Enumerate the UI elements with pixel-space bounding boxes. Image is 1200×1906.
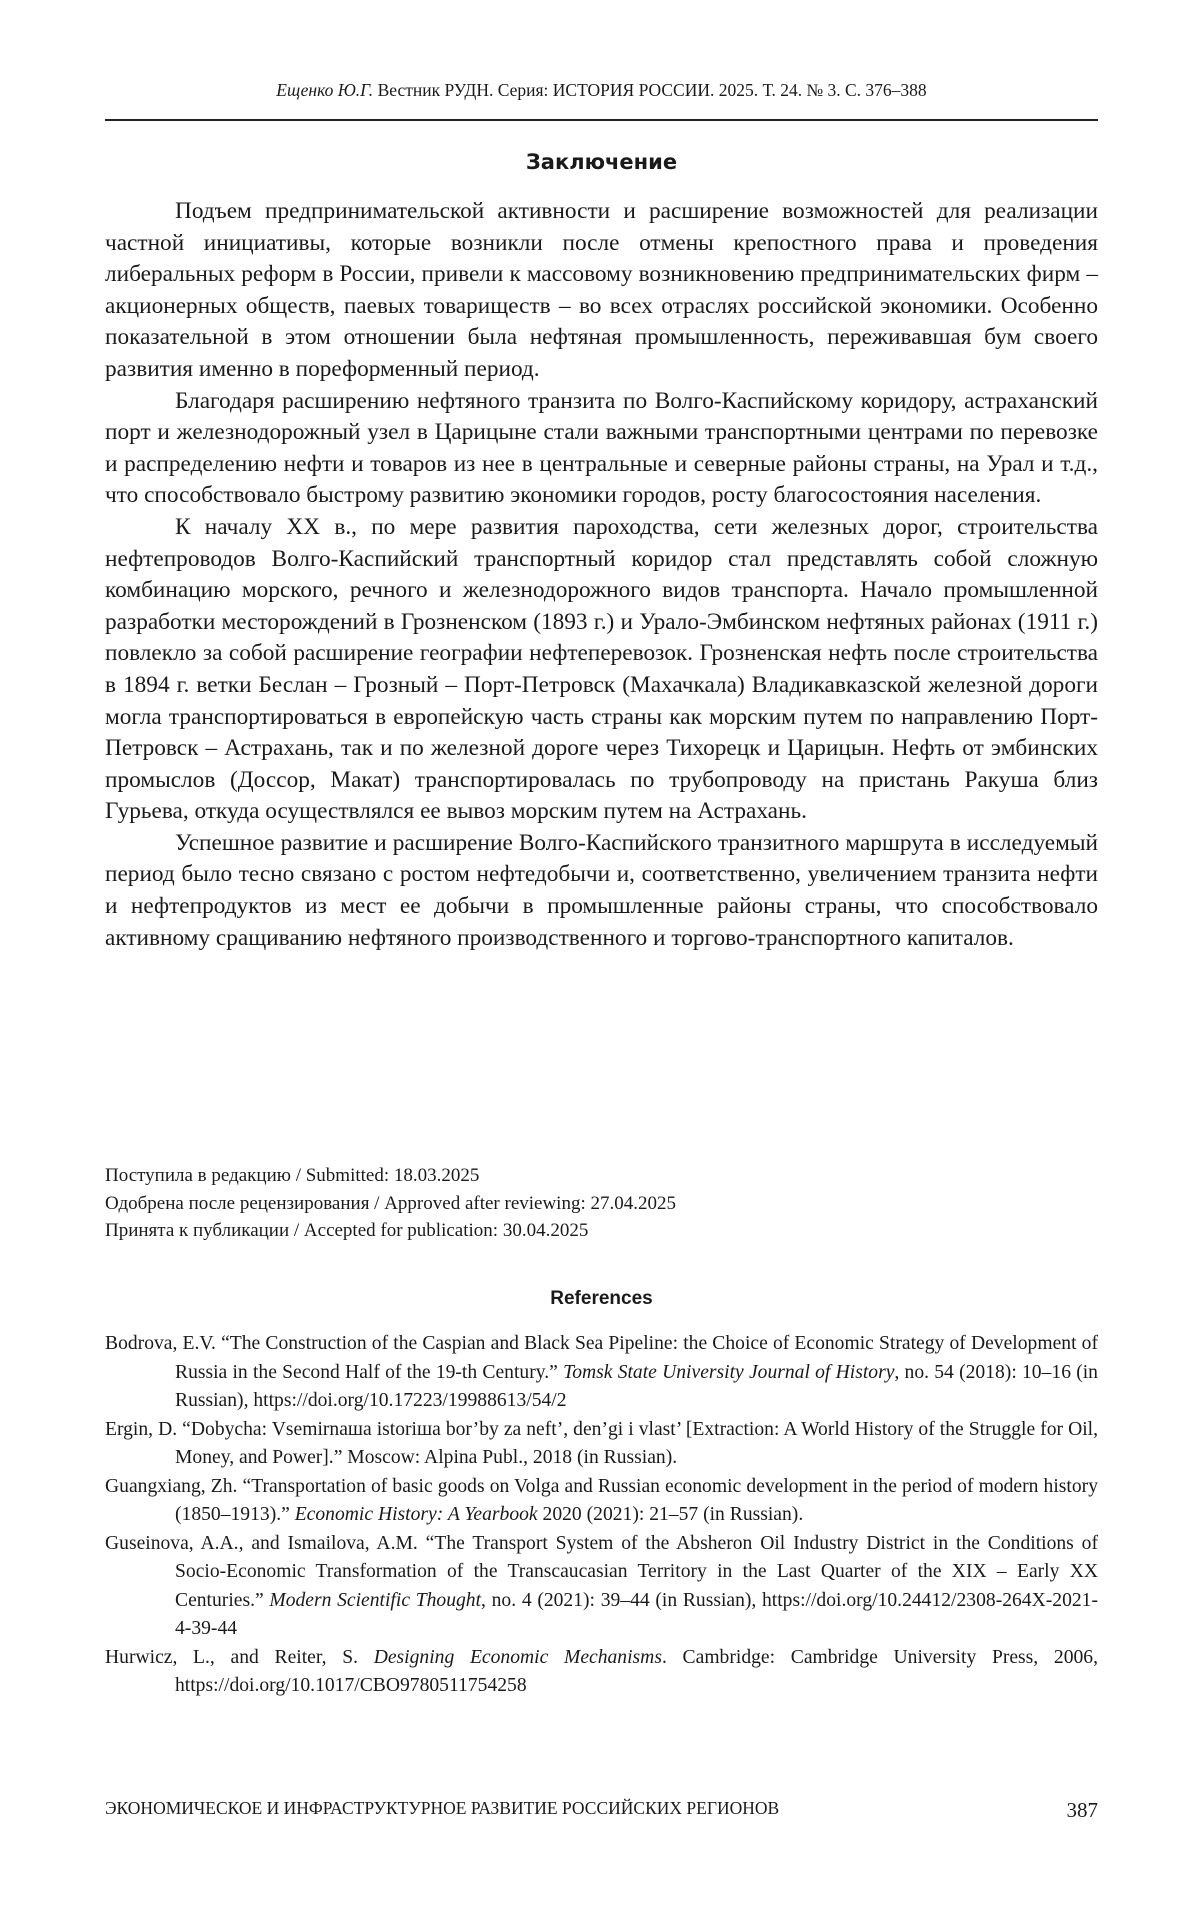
references-list — [105, 1330, 1098, 1701]
running-head-journal: Вестник РУДН. Серия: ИСТОРИЯ РОССИИ. 2025. Т. 24. № 3. С. 376–388 — [378, 80, 927, 100]
ref-details: 2020 (2021): 21–57 (in Russian). — [538, 1504, 804, 1525]
conclusion-body — [105, 196, 1098, 954]
footer-section-title: ЭКОНОМИЧЕСКОЕ И ИНФРАСТРУКТУРНОЕ РАЗВИТИЕ РОССИЙСКИХ РЕГИОНОВ — [105, 1798, 779, 1823]
ref-details: , no. 4 (2021): 39–44 (in Russian), https://doi.org/10.24412/2308-264X-2021-4-39-44 — [175, 1590, 1098, 1640]
reference-item — [105, 1416, 1098, 1473]
ref-source: Economic History: A Yearbook — [295, 1504, 538, 1525]
ref-text: Guseinova, A.A., and Ismailova, A.M. “The Transport System of the Absheron Oil Industry District in the Conditions of Socio-Economic Transformation of the Transcaucasian Territory in the Last Quarter of the XIX – Early XX Centuries.” — [105, 1533, 1098, 1611]
ref-text: Guangxiang, Zh. “Transportation of basic goods on Volga and Russian economic development in the period of modern history (1850–1913).” — [105, 1476, 1098, 1526]
running-head — [105, 80, 1098, 101]
reference-item — [105, 1644, 1098, 1701]
accepted-date: Принята к публикации / Accepted for publication: 30.04.2025 — [105, 1217, 1098, 1245]
reference-item — [105, 1330, 1098, 1416]
ref-source: Tomsk State University Journal of History — [563, 1362, 894, 1383]
ref-details: . Cambridge: Cambridge University Press, 2006, https://doi.org/10.1017/CBO9780511754258 — [175, 1647, 1098, 1697]
reference-item — [105, 1530, 1098, 1644]
paragraph: Успешное развитие и расширение Волго-Каспийского транзитного маршрута в исследуемый период было тесно связано с ростом нефтедобычи и, соответственно, увеличением транзита нефти и нефтепродуктов из мест ее добычи в промышленные районы страны, что способствовало активному сращиванию нефтяного производственного и торгово-транспортного капиталов. — [105, 828, 1098, 954]
paragraph: К началу XX в., по мере развития пароходства, сети железных дорог, строительства нефтепроводов Волго-Каспийский транспортный коридор стал представлять собой сложную комбинацию морского, речного и железнодорожного видов транспорта. Начало промышленной разработки месторождений в Грозненском (1893 г.) и Урало-Эмбинском нефтяных районах (1911 г.) повлекло за собой расширение географии нефтеперевозок. Грозненская нефть после строительства в 1894 г. ветки Беслан – Грозный – Порт-Петровск (Махачкала) Владикавказской железной дороги могла транспортироваться в европейскую часть страны как морским путем по направлению Порт-Петровск – Астрахань, так и по железной дороге через Тихорецк и Царицын. Нефть от эмбинских промыслов (Доссор, Макат) транспортировалась по трубопроводу на пристань Ракуша близ Гурьева, откуда осуществлялся ее вывоз морским путем на Астрахань. — [105, 512, 1098, 828]
ref-source: Modern Scientific Thought — [269, 1590, 481, 1611]
article-dates — [105, 1162, 1098, 1245]
paragraph: Благодаря расширению нефтяного транзита по Волго-Каспийскому коридору, астраханский порт и железнодорожный узел в Царицыне стали важными транспортными центрами по перевозке и распределению нефти и товаров из нее в центральные и северные районы страны, на Урал и т.д., что способствовало быстрому развитию экономики городов, росту благосостояния населения. — [105, 386, 1098, 512]
ref-details: , no. 54 (2018): 10–16 (in Russian), https://doi.org/10.17223/19988613/54/2 — [175, 1362, 1098, 1412]
ref-text: Hurwicz, L., and Reiter, S. — [105, 1647, 374, 1668]
ref-text: Bodrova, E.V. “The Construction of the Caspian and Black Sea Pipeline: the Choice of Economic Strategy of Development of Russia in the Second Half of the 19-th Century.” — [105, 1333, 1098, 1383]
paragraph: Подъем предпринимательской активности и расширение возможностей для реализации частной инициативы, которые возникли после отмены крепостного права и проведения либеральных реформ в России, привели к массовому возникновению предпринимательских фирм – акционерных обществ, паевых товариществ – во всех отраслях российской экономики. Особенно показательной в этом отношении была нефтяная промышленность, переживавшая бум своего развития именно в пореформенный период. — [105, 196, 1098, 386]
reference-item — [105, 1473, 1098, 1530]
approved-date: Одобрена после рецензирования / Approved after reviewing: 27.04.2025 — [105, 1190, 1098, 1218]
submitted-date: Поступила в редакцию / Submitted: 18.03.2025 — [105, 1162, 1098, 1190]
references-title: References — [105, 1288, 1098, 1310]
header-rule — [105, 119, 1098, 121]
section-title: Заключение — [105, 150, 1098, 174]
running-head-author: Ещенко Ю.Г. — [276, 80, 373, 100]
page-footer — [105, 1798, 1098, 1823]
ref-text: Ergin, D. “Dobycha: Vsemirnaшa istoriшa bor’by za neft’, den’gi i vlast’ [Extraction: A World History of the Struggle for Oil, Money, and Power].” Moscow: Alpina Publ., 2018 (in Russian). — [105, 1419, 1098, 1469]
page-number: 387 — [1067, 1798, 1099, 1823]
ref-source: Designing Economic Mechanisms — [374, 1647, 662, 1668]
